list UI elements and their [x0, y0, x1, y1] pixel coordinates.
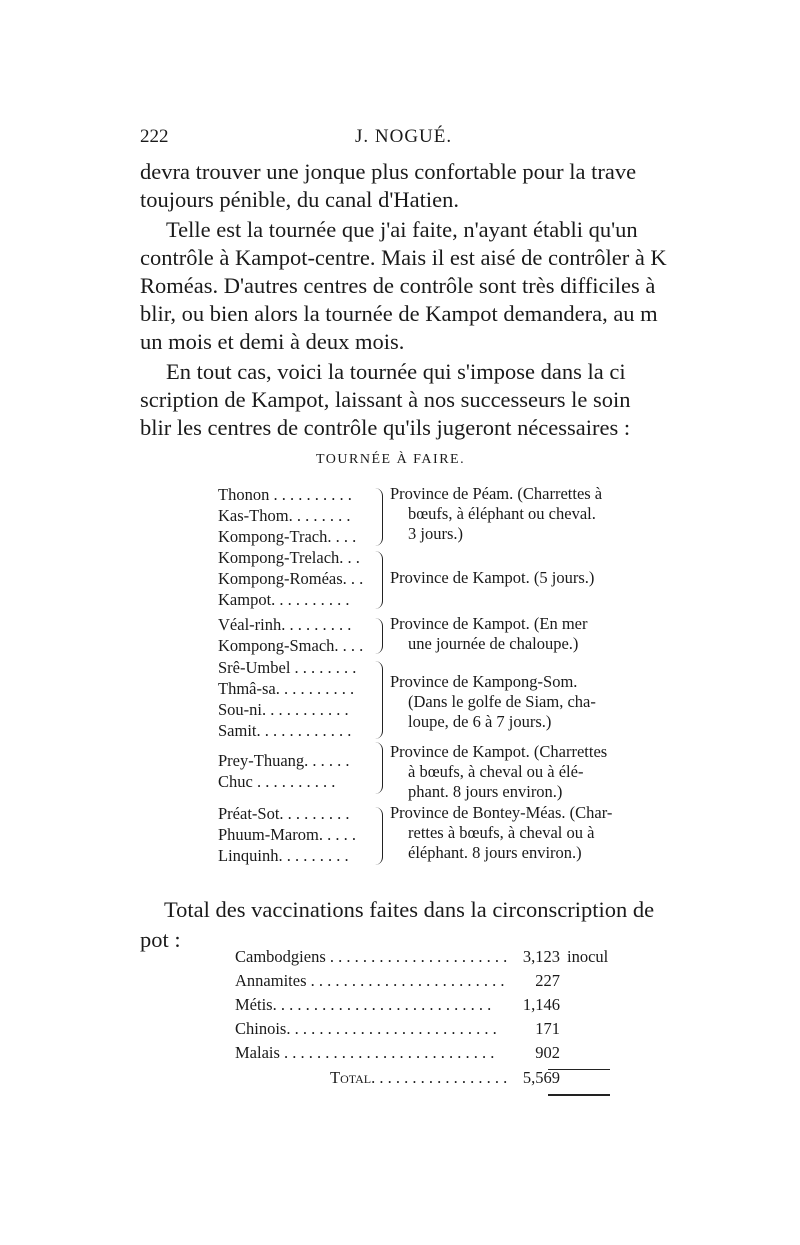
- vaccination-label: Chinois. . . . . . . . . . . . . . . . . . . . . . . . . .: [235, 1019, 497, 1038]
- vaccination-label: Annamites . . . . . . . . . . . . . . . . . . . . . . . .: [235, 971, 505, 990]
- total-underline: [548, 1094, 610, 1096]
- place-name: Préat-Sot. . . . . . . . .: [218, 804, 350, 823]
- page-number: 222: [140, 126, 169, 147]
- brace: [372, 618, 383, 654]
- text-line: blir les centres de contrôle qu'ils jugeront nécessaires :: [140, 415, 631, 440]
- province-line: 3 jours.): [408, 524, 463, 543]
- province-line: une journée de chaloupe.): [408, 634, 579, 653]
- province-note: [390, 742, 630, 802]
- province-line: (Dans le golfe de Siam, cha-: [408, 692, 596, 711]
- place-name: Sou-ni. . . . . . . . . . .: [218, 700, 349, 719]
- place-name: Samit. . . . . . . . . . . .: [218, 721, 352, 740]
- place-list: [218, 614, 378, 656]
- province-line: Province de Kampot. (5 jours.): [390, 568, 595, 587]
- text-line: devra trouver une jonque plus confortable pour la trave: [140, 159, 637, 184]
- province-line: phant. 8 jours environ.): [408, 782, 563, 801]
- vaccination-value: 902: [535, 1043, 560, 1062]
- vaccination-row: [235, 995, 655, 1017]
- place-name: Phuum-Marom. . . . .: [218, 825, 356, 844]
- vaccination-label: Malais . . . . . . . . . . . . . . . . . . . . . . . . . .: [235, 1043, 495, 1062]
- place-list: [218, 547, 378, 610]
- place-list: [218, 803, 378, 866]
- vaccination-value: 171: [535, 1019, 560, 1038]
- vaccination-unit: inocul: [567, 947, 609, 966]
- place-name: Srê-Umbel . . . . . . . .: [218, 658, 357, 677]
- place-name: Linquinh. . . . . . . . .: [218, 846, 349, 865]
- vaccination-value: 1,146: [522, 995, 560, 1014]
- vaccination-row: [235, 1019, 655, 1041]
- text-line: scription de Kampot, laissant à nos successeurs le soin: [140, 387, 631, 412]
- province-line: loupe, de 6 à 7 jours.): [408, 712, 552, 731]
- vaccination-value: 227: [535, 971, 560, 990]
- place-list: [218, 750, 378, 792]
- brace: [372, 742, 383, 794]
- place-list: [218, 484, 378, 547]
- province-line: éléphant. 8 jours environ.): [408, 843, 582, 862]
- place-name: Kompong-Roméas. . .: [218, 569, 364, 588]
- brace: [372, 488, 383, 546]
- place-name: Thonon . . . . . . . . . .: [218, 485, 352, 504]
- total-value: 5,569: [522, 1068, 560, 1087]
- text-line: Telle est la tournée que j'ai faite, n'ayant établi qu'un: [166, 217, 638, 242]
- vaccination-value: 3,123: [522, 947, 560, 966]
- place-list: [218, 657, 378, 741]
- place-name: Thmâ-sa. . . . . . . . . .: [218, 679, 355, 698]
- province-line: Province de Kampong-Som.: [390, 672, 578, 691]
- province-note: [390, 484, 630, 544]
- total-intro-line: Total des vaccinations faites dans la circonscription de: [164, 897, 655, 922]
- province-line: Province de Kampot. (En mer: [390, 614, 588, 633]
- place-name: Kampot. . . . . . . . . .: [218, 590, 350, 609]
- province-note: [390, 672, 630, 732]
- province-note: [390, 803, 630, 863]
- vaccination-label: Métis. . . . . . . . . . . . . . . . . . . . . . . . . . .: [235, 995, 492, 1014]
- vaccination-row: [235, 947, 655, 969]
- text-line: blir, ou bien alors la tournée de Kampot demandera, au m: [140, 301, 658, 326]
- brace: [372, 807, 383, 865]
- running-header: [140, 126, 660, 150]
- running-title: J. NOGUÉ.: [355, 126, 453, 147]
- table-title: TOURNÉE À FAIRE.: [316, 452, 466, 467]
- text-line: toujours pénible, du canal d'Hatien.: [140, 187, 459, 212]
- province-line: à bœufs, à cheval ou à élé-: [408, 762, 584, 781]
- place-name: Kompong-Trelach. . .: [218, 548, 360, 567]
- province-line: rettes à bœufs, à cheval ou à: [408, 823, 595, 842]
- brace: [372, 661, 383, 739]
- province-note: [390, 568, 630, 588]
- vaccination-row: [235, 1043, 655, 1065]
- place-name: Prey-Thuang. . . . . .: [218, 751, 350, 770]
- place-name: Chuc . . . . . . . . . .: [218, 772, 336, 791]
- province-note: [390, 614, 630, 654]
- vaccination-row: [235, 971, 655, 993]
- total-row: [330, 1068, 655, 1090]
- vaccination-label: Cambodgiens . . . . . . . . . . . . . . . . . . . . . .: [235, 947, 508, 966]
- text-line: En tout cas, voici la tournée qui s'impose dans la ci: [166, 359, 626, 384]
- province-line: Province de Péam. (Charrettes à: [390, 484, 603, 503]
- text-line: Roméas. D'autres centres de contrôle sont très difficiles à: [140, 273, 656, 298]
- place-name: Véal-rinh. . . . . . . . .: [218, 615, 352, 634]
- total-label: Total. . . . . . . . . . . . . . . . .: [330, 1068, 508, 1087]
- place-name: Kompong-Trach. . . .: [218, 527, 357, 546]
- place-name: Kompong-Smach. . . .: [218, 636, 364, 655]
- place-name: Kas-Thom. . . . . . . .: [218, 506, 351, 525]
- text-line: un mois et demi à deux mois.: [140, 329, 405, 354]
- brace: [372, 551, 383, 609]
- province-line: Province de Bontey-Méas. (Char-: [390, 803, 613, 822]
- province-line: Province de Kampot. (Charrettes: [390, 742, 608, 761]
- text-line: contrôle à Kampot-centre. Mais il est aisé de contrôler à K: [140, 245, 667, 270]
- province-line: bœufs, à éléphant ou cheval.: [408, 504, 596, 523]
- total-intro-line: pot :: [140, 927, 181, 952]
